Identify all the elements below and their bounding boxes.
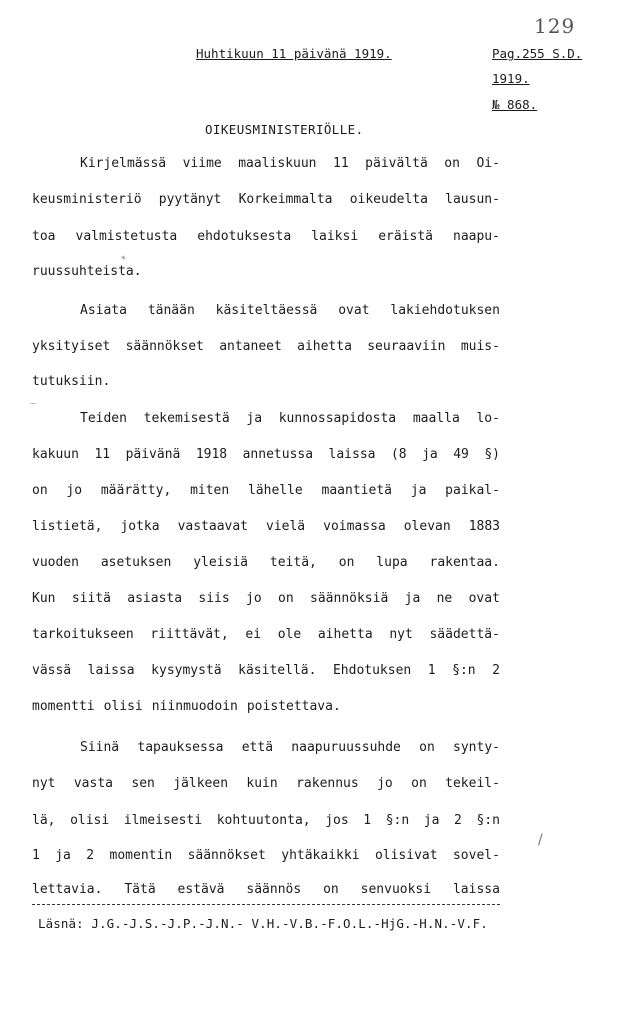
body-line: nyt vasta sen jälkeen kuin rakennus jo on tekeil-	[32, 776, 500, 791]
addressee-heading: OIKEUSMINISTERIÖLLE.	[205, 122, 364, 137]
body-line: ruussuhteista.	[32, 264, 142, 279]
body-line: Siinä tapauksessa että naapuruussuhde on synty-	[80, 740, 500, 755]
body-line: kakuun 11 päivänä 1918 annetussa laissa (8 ja 49 §)	[32, 447, 500, 462]
ink-mark: *	[121, 255, 126, 265]
body-line: tutuksiin.	[32, 374, 111, 389]
margin-tick-mark: ⁻	[30, 398, 37, 412]
dateline: Huhtikuun 11 päivänä 1919.	[196, 46, 392, 61]
body-line: on jo määrätty, miten lähelle maantietä ja paikal-	[32, 483, 500, 498]
present-members-line: Läsnä: J.G.-J.S.-J.P.-J.N.- V.H.-V.B.-F.O.L.-HjG.-H.N.-V.F.	[38, 916, 488, 931]
body-line: vässä laissa kysymystä käsitellä. Ehdotuksen 1 §:n 2	[32, 663, 500, 678]
body-line: vuoden asetuksen yleisiä teitä, on lupa rakentaa.	[32, 555, 500, 570]
margin-slash-mark: /	[538, 832, 543, 848]
reference-page: Pag.255 S.D.	[492, 46, 583, 61]
body-line: lä, olisi ilmeisesti kohtuutonta, jos 1 §:n ja 2 §:n	[32, 813, 500, 828]
body-line: Teiden tekemisestä ja kunnossapidosta maalla lo-	[80, 411, 500, 426]
reference-number: № 868.	[492, 97, 538, 112]
body-line: Asiata tänään käsiteltäessä ovat lakiehdotuksen	[80, 303, 500, 318]
body-line: listietä, jotka vastaavat vielä voimassa olevan 1883	[32, 519, 500, 534]
body-line: 1 ja 2 momentin säännökset yhtäkaikki olisivat sovel-	[32, 848, 500, 863]
body-line: tarkoitukseen riittävät, ei ole aihetta nyt säädettä-	[32, 627, 500, 642]
body-line: keusministeriö pyytänyt Korkeimmalta oikeudelta lausun-	[32, 192, 500, 207]
folio-number: 129	[534, 14, 576, 38]
body-line: Kirjelmässä viime maaliskuun 11 päivältä on Oi-	[80, 156, 500, 171]
body-line: yksityiset säännökset antaneet aihetta seuraaviin muis-	[32, 339, 500, 354]
body-line: toa valmistetusta ehdotuksesta laiksi eräistä naapu-	[32, 229, 500, 244]
dashed-divider	[32, 904, 500, 905]
reference-year: 1919.	[492, 71, 530, 86]
body-line: Kun siitä asiasta siis jo on säännöksiä ja ne ovat	[32, 591, 500, 606]
body-line: lettavia. Tätä estävä säännös on senvuoksi laissa	[32, 882, 500, 897]
body-line: momentti olisi niinmuodoin poistettava.	[32, 699, 341, 714]
